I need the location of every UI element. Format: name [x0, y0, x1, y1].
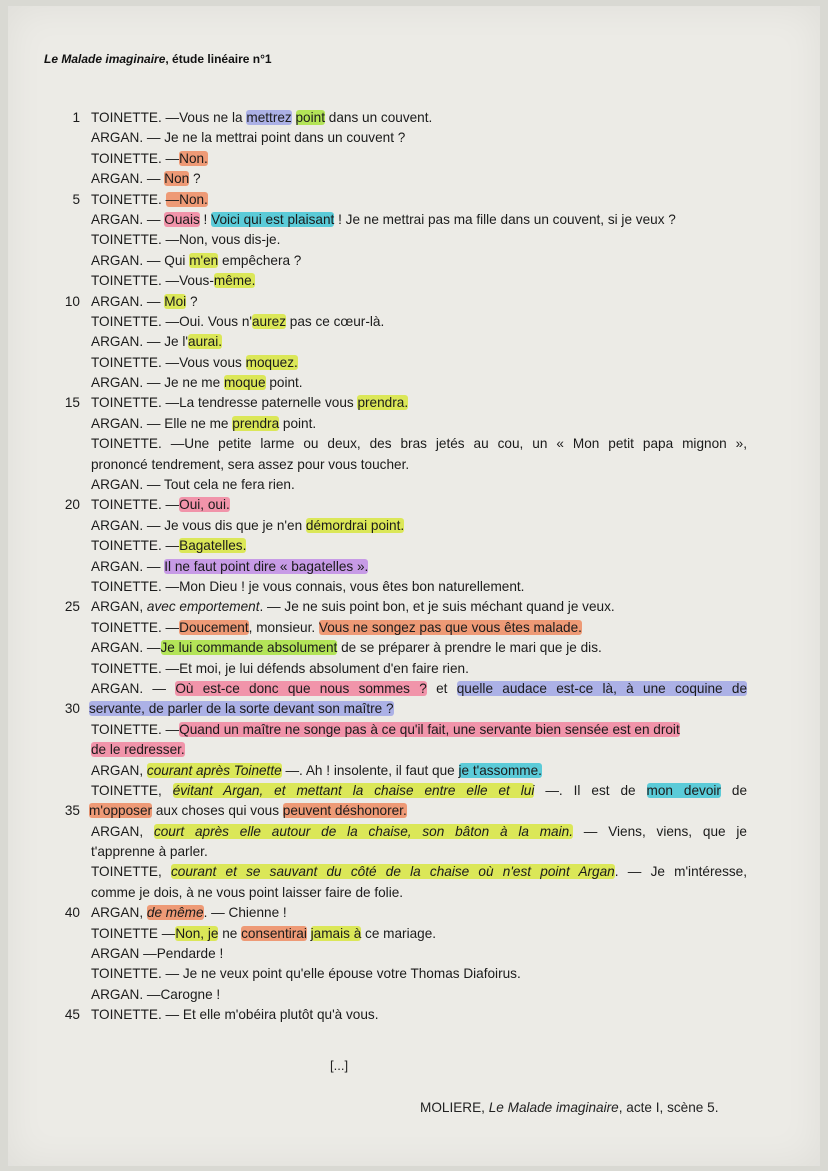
line-text [91, 742, 185, 757]
line-segment: TOINETTE. — [91, 538, 180, 554]
line-text [91, 559, 368, 574]
line-text [91, 497, 230, 512]
line-text [91, 253, 301, 268]
line-segment: —. Ah ! insolente, il faut que [281, 762, 459, 778]
text-line [0, 375, 828, 395]
line-text [91, 192, 208, 207]
highlighted-text: Oui, oui. [179, 497, 230, 513]
text-line [0, 701, 828, 721]
text-line [0, 110, 828, 130]
source-author: MOLIERE, [420, 1100, 489, 1115]
line-text [91, 273, 255, 288]
text-line [0, 192, 828, 212]
line-number: 5 [72, 191, 80, 207]
line-segment: TOINETTE. — [91, 619, 180, 635]
line-segment: TOINETTE, [91, 864, 171, 880]
line-number: 35 [64, 803, 80, 819]
highlighted-text: évitant Argan, et mettant la chaise entre elle et lui [172, 782, 535, 798]
text-line [0, 559, 828, 579]
line-text [91, 518, 404, 533]
text-line [0, 885, 828, 905]
line-segment: TOINETTE. — Je ne veux point qu'elle épouse votre Thomas Diafoirus. [91, 966, 521, 982]
text-line [0, 763, 828, 783]
text-line [0, 457, 828, 477]
line-segment: ARGAN —Pendarde ! [91, 946, 224, 962]
source-citation [420, 1100, 718, 1115]
line-segment: TOINETTE. — [91, 497, 180, 513]
text-line [0, 905, 828, 925]
highlighted-text: point [295, 110, 325, 125]
text-line [0, 416, 828, 436]
highlighted-text: consentirai [241, 925, 307, 941]
text-line [0, 436, 828, 456]
highlighted-text: Quand un maître ne songe pas à ce qu'il fait, une servante bien sensée est en droit [179, 721, 680, 737]
text-line [0, 232, 828, 252]
text-line [0, 987, 828, 1007]
text-line [0, 620, 828, 640]
line-text [91, 314, 384, 329]
text-line [0, 130, 828, 150]
line-segment [292, 110, 296, 125]
text-line [0, 640, 828, 660]
line-segment: — Viens, viens, que je [572, 823, 747, 839]
line-segment: empêchera ? [218, 252, 302, 268]
line-segment: la [228, 110, 247, 125]
highlighted-text: courant et se sauvant du côté de la chaise où n'est point Argan [170, 864, 615, 880]
line-segment: TOINETTE. — [91, 721, 180, 737]
highlighted-text: Non. [179, 150, 208, 166]
line-text [91, 395, 408, 410]
line-text [91, 334, 222, 349]
text-line [0, 742, 828, 762]
highlighted-text: Ouais [164, 211, 200, 227]
line-number: 30 [64, 701, 80, 717]
line-segment: TOINETTE. — [91, 150, 180, 166]
line-segment: ARGAN. — Je ne la mettrai point dans un couvent ? [91, 130, 406, 146]
line-segment: ARGAN. — Qui [91, 252, 190, 268]
highlighted-text: Voici qui est plaisant [211, 211, 335, 227]
line-text [91, 885, 403, 900]
line-text [89, 701, 394, 716]
ellipsis: [...] [330, 1058, 349, 1073]
line-text [91, 1007, 379, 1022]
line-segment: TOINETTE. —Mon Dieu ! je vous connais, vous êtes bon naturellement. [91, 578, 525, 594]
line-segment: ARGAN. — Je l' [91, 334, 189, 350]
text-line [0, 395, 828, 415]
line-segment: ne [218, 925, 242, 941]
line-segment: ARGAN, [91, 762, 147, 778]
line-text [91, 416, 316, 431]
highlighted-text: aurez [252, 313, 287, 329]
line-text [91, 477, 295, 492]
line-segment: TOINETTE, [91, 782, 173, 798]
line-text [91, 905, 287, 920]
line-segment: comme je dois, à ne vous point laisser faire de folie. [91, 884, 404, 900]
line-segment: TOINETTE. [91, 191, 166, 207]
line-text [91, 130, 405, 145]
line-text [91, 375, 303, 390]
line-text [91, 946, 223, 961]
highlighted-text: démordrai point. [305, 517, 405, 533]
source-rest: , acte I, scène 5. [618, 1100, 719, 1115]
highlighted-text: Bagatelles. [179, 538, 247, 554]
line-number: 45 [64, 1007, 80, 1023]
line-text [91, 110, 432, 125]
document-header [44, 52, 272, 66]
line-text [89, 803, 407, 818]
line-text [91, 864, 747, 879]
line-segment: ARGAN. —Carogne ! [91, 986, 221, 1002]
line-segment: et [426, 680, 457, 696]
highlighted-text: je t'assomme. [458, 762, 542, 778]
line-segment: . — Je m'intéresse, [614, 864, 747, 880]
line-segment: ARGAN. — [91, 640, 161, 656]
line-text [91, 436, 747, 451]
highlighted-text: moquez. [245, 354, 298, 370]
line-segment: ARGAN. — [91, 171, 165, 187]
line-segment: ARGAN. — [91, 680, 176, 696]
line-text [91, 212, 676, 227]
line-text [91, 824, 747, 839]
line-segment: TOINETTE. —Vous- [91, 273, 214, 289]
highlighted-text: moque [223, 375, 266, 391]
line-segment: point. [279, 415, 317, 431]
line-text [91, 966, 521, 981]
highlighted-text: Vous ne songez pas que vous êtes malade. [318, 619, 582, 635]
line-segment: pas ce cœur-là. [286, 313, 385, 329]
line-text [91, 844, 208, 859]
highlighted-text: Il ne faut point dire « bagatelles ». [164, 558, 369, 574]
text-line [0, 151, 828, 171]
text-line [0, 803, 828, 823]
text-line [0, 966, 828, 986]
highlighted-text: m'en [189, 252, 219, 268]
line-text [91, 763, 542, 778]
text-line [0, 1007, 828, 1027]
line-text [91, 151, 208, 166]
text-line [0, 334, 828, 354]
line-segment: aux choses qui vous [152, 803, 283, 819]
text-line [0, 497, 828, 517]
header-subtitle: , étude linéaire n°1 [165, 52, 272, 66]
line-segment: TOINETTE. —La tendresse paternelle vous [91, 395, 358, 411]
line-segment: ne [213, 110, 229, 125]
line-segment: ! [199, 211, 212, 227]
line-text [91, 599, 615, 614]
highlighted-text: mon devoir [646, 782, 721, 798]
highlighted-text: quelle audace est-ce là, à une coquine de [456, 680, 748, 696]
line-segment: TOINETTE. —Non, vous dis-je. [91, 232, 281, 248]
line-segment: ARGAN. — Elle ne me [91, 415, 233, 431]
text-line [0, 171, 828, 191]
highlighted-text: aurai. [188, 334, 223, 350]
highlighted-text: Non, je [175, 925, 219, 941]
line-number: 1 [72, 110, 80, 125]
line-segment: TOINETTE. —Vous [91, 110, 214, 125]
line-segment: TOINETTE. — Et elle m'obéira plutôt qu'à vous. [91, 1007, 379, 1023]
line-text [91, 457, 409, 472]
text-line [0, 599, 828, 619]
highlighted-text: même. [213, 273, 256, 289]
line-segment: ARGAN. — [91, 558, 165, 574]
line-segment: ARGAN, [91, 599, 147, 615]
line-segment: , monsieur. [248, 619, 319, 635]
line-text [91, 722, 680, 737]
line-text [91, 926, 436, 941]
highlighted-text: courant après Toinette [146, 762, 282, 778]
highlighted-text: mettrez [246, 110, 292, 125]
line-segment: ? [189, 171, 201, 187]
line-segment: t'apprenne à parler. [91, 844, 208, 860]
line-segment: avec emportement [146, 599, 260, 615]
text-line [0, 538, 828, 558]
line-text [91, 681, 747, 696]
line-segment: dans un couvent. [324, 110, 433, 125]
highlighted-text: Je lui commande absolument [160, 640, 338, 656]
line-segment: de se préparer à prendre le mari que je dis. [337, 640, 602, 656]
line-segment: prononcé tendrement, sera assez pour vous toucher. [91, 456, 410, 472]
highlighted-text: jamais à [310, 925, 362, 941]
line-segment: . — Chienne ! [203, 905, 287, 921]
line-segment: ARGAN. — [91, 293, 165, 309]
text-line [0, 824, 828, 844]
line-segment: ARGAN. — [91, 211, 165, 227]
line-segment: ARGAN, [91, 823, 154, 839]
line-number: 20 [64, 497, 80, 513]
highlighted-text: servante, de parler de la sorte devant son maître ? [89, 701, 394, 717]
line-segment: TOINETTE. —Une petite larme ou deux, des bras jetés au cou, un « Mon petit papa mignon », [91, 436, 747, 452]
text-line [0, 946, 828, 966]
line-segment: TOINETTE. —Oui. Vous n' [91, 313, 252, 329]
text-line [0, 681, 828, 701]
line-segment: ! Je ne mettrai pas ma fille dans un couvent, si je veux ? [334, 211, 676, 227]
highlighted-text: Doucement [179, 619, 249, 635]
text-line [0, 844, 828, 864]
line-segment: point. [265, 375, 303, 391]
highlighted-text: Non [164, 171, 190, 187]
text-line [0, 212, 828, 232]
source-title: Le Malade imaginaire [488, 1100, 619, 1115]
highlighted-text: Moi [164, 293, 187, 309]
text-line [0, 518, 828, 538]
line-text [91, 661, 469, 676]
line-segment: ARGAN, [91, 905, 147, 921]
line-number: 25 [64, 599, 80, 615]
line-segment: ARGAN. — Tout cela ne fera rien. [91, 477, 295, 493]
line-number: 10 [64, 293, 80, 309]
line-text [91, 232, 280, 247]
line-number: 40 [64, 905, 80, 921]
line-segment: ? [186, 293, 198, 309]
line-number: 15 [64, 395, 80, 411]
line-text [91, 579, 524, 594]
text-line [0, 661, 828, 681]
line-text [91, 987, 220, 1002]
highlighted-text: de le redresser. [91, 742, 185, 758]
text-line [0, 477, 828, 497]
line-text [91, 171, 201, 186]
highlighted-text: peuvent déshonorer. [282, 803, 407, 819]
text-line [0, 355, 828, 375]
highlighted-text: —Non. [165, 191, 208, 207]
highlighted-text: Où est-ce donc que nous sommes ? [175, 680, 427, 696]
header-title: Le Malade imaginaire [44, 52, 166, 66]
line-segment: ARGAN. — Je ne me [91, 375, 224, 391]
line-text [91, 538, 246, 553]
line-segment: —. Il est de [534, 782, 647, 798]
highlighted-text: prendra [232, 415, 280, 431]
line-text [91, 294, 198, 309]
line-text [91, 783, 747, 798]
highlighted-text: m'opposer [89, 803, 153, 819]
text-line [0, 864, 828, 884]
text-line [0, 783, 828, 803]
line-text [91, 620, 582, 635]
text-line [0, 579, 828, 599]
text-line [0, 294, 828, 314]
line-text [91, 355, 298, 370]
line-segment: . — Je ne suis point bon, et je suis méchant quand je veux. [259, 599, 615, 615]
highlighted-text: de même [146, 905, 204, 921]
text-line [0, 314, 828, 334]
line-segment: de [720, 782, 747, 798]
line-text [91, 640, 602, 655]
text-lines [0, 110, 828, 1028]
line-segment: ce mariage. [361, 925, 437, 941]
text-line [0, 273, 828, 293]
text-line [0, 926, 828, 946]
line-segment: ARGAN. — Je vous dis que je n'en [91, 517, 306, 533]
line-segment: TOINETTE. —Et moi, je lui défends absolument d'en faire rien. [91, 660, 469, 676]
text-line [0, 722, 828, 742]
text-line [0, 253, 828, 273]
highlighted-text: court après elle autour de la chaise, son bâton à la main. [153, 823, 573, 839]
highlighted-text: prendra. [357, 395, 409, 411]
line-segment: TOINETTE — [91, 925, 176, 941]
line-segment: TOINETTE. —Vous vous [91, 354, 246, 370]
